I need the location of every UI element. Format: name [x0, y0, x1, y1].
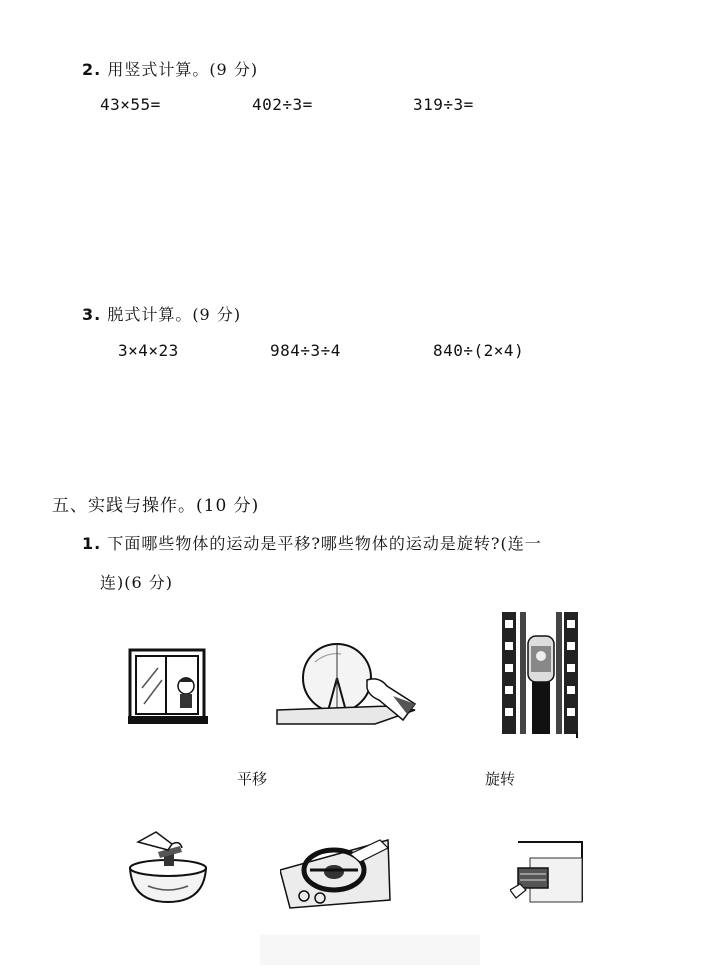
q3-number: 3.: [82, 305, 102, 324]
faucet-picture: [128, 828, 210, 906]
sliding-window-picture: [128, 648, 208, 726]
s5-q1-line1: [82, 531, 542, 554]
s5-q1-number: 1.: [82, 534, 102, 553]
label-translation: 平移: [237, 770, 268, 788]
q3-heading: [82, 302, 241, 325]
s5-q1-line2: 连)(6 分): [100, 573, 173, 592]
q2-heading: [82, 57, 258, 80]
q3-expr-2: 984÷3÷4: [270, 341, 341, 360]
elevator-picture: [502, 612, 580, 738]
s5-q1-text: 下面哪些物体的运动是平移?哪些物体的运动是旋转?(连一: [107, 534, 542, 553]
globe-picture: [275, 640, 420, 730]
steering-wheel-picture: [280, 830, 392, 910]
q2-expr-2: 402÷3=: [252, 95, 313, 114]
section-5-title: 五、实践与操作。(10 分): [52, 496, 260, 516]
q2-number: 2.: [82, 60, 102, 79]
bottom-shading: [260, 935, 480, 965]
drawer-picture: [510, 838, 584, 904]
q3-title: 脱式计算。(9 分): [107, 305, 242, 324]
q2-title: 用竖式计算。(9 分): [107, 60, 259, 79]
q3-expr-1: 3×4×23: [118, 341, 179, 360]
q2-expr-3: 319÷3=: [413, 95, 474, 114]
q2-expr-1: 43×55=: [100, 95, 161, 114]
label-rotation: 旋转: [485, 770, 516, 788]
q3-expr-3: 840÷(2×4): [433, 341, 525, 360]
